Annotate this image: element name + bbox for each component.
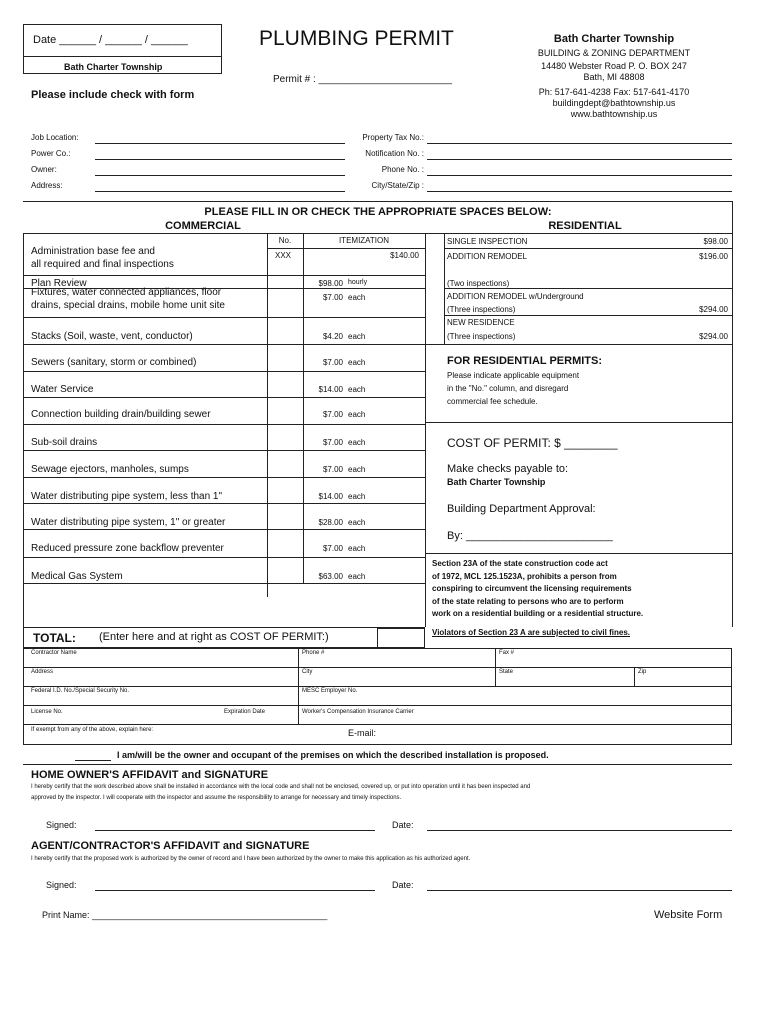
total-bracket [23,627,378,648]
res-underground-price: $294.00 [699,305,728,314]
commercial-item-price: $7.00 [322,293,343,302]
agent-affidavit-text: I hereby certify that the proposed work is authorized by the owner of record and I have been authorized by the owner to make this application as his authorized agent. [31,856,471,862]
fed-id-field[interactable]: Federal I.D. No./Special Security No. [31,688,130,694]
job-location-input[interactable] [95,143,345,144]
res-rule [425,344,732,345]
commercial-row-rule [23,275,425,276]
notification-input[interactable] [427,159,732,160]
contractor-rule [23,705,732,706]
res-new-price: $294.00 [699,332,728,341]
total-note: (Enter here and at right as COST OF PERMIT:) [99,631,329,643]
commercial-heading: COMMERCIAL [165,220,241,232]
approval-by-field[interactable]: By: ________________________ [447,530,613,542]
commercial-item-price: $28.00 [318,518,343,527]
grid-line [267,248,425,249]
res-single-inspection[interactable]: SINGLE INSPECTION [447,237,528,246]
org-city: Bath, MI 48808 [583,72,645,82]
job-location-label: Job Location: [31,133,79,142]
section-line-4: of the state relating to persons who are to perform [432,596,624,606]
commercial-item-line: Plan Review [31,278,87,289]
commercial-item-unit: each [348,465,366,474]
res-addition-price: $196.00 [699,252,728,261]
address-input[interactable] [95,191,345,192]
res-new-residence[interactable]: NEW RESIDENCE [447,318,515,327]
commercial-item-unit: each [348,385,366,394]
date-field[interactable]: Date ______ / ______ / ______ [33,34,188,46]
home-signed-label: Signed: [46,820,77,830]
commercial-row-rule [23,477,425,478]
commercial-item-unit: each [348,572,366,581]
contractor-rule [23,724,732,725]
exempt-field[interactable]: If exempt from any of the above, explain here: [31,727,154,733]
commercial-item-line: Sewers (sanitary, storm or combined) [31,357,197,368]
total-input[interactable] [377,628,425,648]
violators-note: Violators of Section 23 A are subjected to civil fines. [432,628,630,637]
commercial-item-description [31,330,193,343]
fill-in-instruction: PLEASE FILL IN OR CHECK THE APPROPRIATE SPACES BELOW: [204,206,552,218]
commercial-item-price: $7.00 [322,438,343,447]
commercial-item-description [31,490,222,503]
commercial-item-line: Reduced pressure zone backflow preventer [31,543,224,554]
agent-signed-label: Signed: [46,880,77,890]
include-check-note: Please include check with form [31,89,195,101]
commercial-item-line: Sub-soil drains [31,437,98,448]
org-address: 14480 Webster Road P. O. BOX 247 [541,61,687,71]
phone-input[interactable] [427,175,732,176]
heading-rule [23,233,733,234]
home-date-label: Date: [392,820,414,830]
notification-label: Notification No. : [365,149,424,158]
commercial-item-line: drains, special drains, mobile home unit site [31,300,225,311]
city-state-zip-label: City/State/Zip : [371,181,424,190]
contractor-state-field[interactable]: State [499,669,514,675]
commercial-item-price: $4.20 [322,332,343,341]
contractor-rule [23,667,732,668]
org-email: buildingdept@bathtownship.us [552,98,676,108]
commercial-row-rule [23,529,425,530]
property-tax-input[interactable] [427,143,732,144]
make-checks-label: Make checks payable to: [447,463,569,475]
license-field[interactable]: License No. [31,709,63,715]
power-co-label: Power Co.: [31,149,71,158]
contractor-vline [495,648,496,686]
email-field[interactable]: E-mail: [348,728,377,738]
home-owner-affidavit-title: HOME OWNER'S AFFIDAVIT and SIGNATURE [31,769,269,781]
commercial-item-description [31,356,196,369]
commercial-row-rule [23,397,425,398]
res-addition-underground[interactable]: ADDITION REMODEL w/Underground [447,292,584,301]
commercial-row-rule [23,344,425,345]
org-phone: Ph: 517-641-4238 Fax: 517-641-4170 [538,87,690,97]
agent-signed-input[interactable] [95,890,375,891]
commercial-item-line: Water Service [31,384,94,395]
agent-affidavit-title: AGENT/CONTRACTOR'S AFFIDAVIT and SIGNATURE [31,840,310,852]
power-co-input[interactable] [95,159,345,160]
commercial-item-unit: each [348,544,366,553]
commercial-item-description [31,436,97,449]
home-owner-affidavit-text-2: approved by the inspector. I will cooperate with the inspector and assume the responsibility to arrange for necessary and timely inspections. [31,795,402,801]
owner-occupant-statement: I am/will be the owner and occupant of the premises on which the described installation is proposed. [117,750,549,760]
print-name-field[interactable]: Print Name: _______________________________________________ [42,910,328,920]
contractor-city-field[interactable]: City [302,669,313,675]
contractor-fax-field[interactable]: Fax # [499,650,515,656]
home-signed-input[interactable] [95,830,375,831]
commercial-item-price: $7.00 [322,410,343,419]
org-dept: BUILDING & ZONING DEPARTMENT [537,48,691,58]
commercial-item-line: Water distributing pipe system, less than 1" [31,491,223,502]
commercial-item-description [31,383,93,396]
commercial-item-description [31,463,189,476]
res-rule [425,422,732,423]
commercial-row-rule [23,317,425,318]
commercial-item-price: $140.00 [390,251,419,260]
date-box-divider [23,56,222,57]
phone-label: Phone No. : [381,165,424,174]
commercial-item-line: Connection building drain/building sewer [31,409,211,420]
commercial-item-line: Sewage ejectors, manholes, sumps [31,464,189,475]
owner-input[interactable] [95,175,345,176]
commercial-item-price: $7.00 [322,544,343,553]
website-form-label: Website Form [654,909,723,921]
commercial-item-price: $7.00 [322,465,343,474]
commercial-item-description [31,542,224,555]
contractor-phone-field[interactable]: Phone # [302,650,325,656]
fee-top-rule [23,201,733,202]
grid-line [23,233,24,627]
org-name: Bath Charter Township [553,33,675,45]
page-title: PLUMBING PERMIT [259,27,454,50]
res-rule [444,288,732,289]
for-residential-heading: FOR RESIDENTIAL PERMITS: [447,355,603,367]
contractor-vline [298,648,299,724]
commercial-row-rule [23,557,425,558]
section-line-3: conspiring to circumvent the licensing requirements [432,584,632,593]
commercial-item-price: $14.00 [318,492,343,501]
total-label: TOTAL: [33,631,76,645]
contractor-address-field[interactable]: Address [31,669,54,675]
commercial-item-line: Fixtures, water connected appliances, floor [31,287,222,298]
contractor-rule [23,686,732,687]
address-label: Address: [31,181,63,190]
commercial-item-description [31,408,211,421]
res-addition-remodel[interactable]: ADDITION REMODEL [447,252,528,261]
affidavit-rule [23,764,732,765]
payable-to: Bath Charter Township [447,477,546,487]
contractor-vline [634,667,635,686]
org-web: www.bathtownship.us [570,109,658,119]
section-line-1: Section 23A of the state construction code act [432,559,608,568]
workers-comp-field[interactable]: Worker's Compensation Insurance Carrier [302,709,414,715]
commercial-item-unit: each [348,293,366,302]
commercial-row-rule [23,371,425,372]
commercial-item-unit: each [348,492,366,501]
agent-date-label: Date: [392,880,414,890]
commercial-item-unit: each [348,358,366,367]
commercial-item-description [31,286,225,312]
commercial-item-line: all required and final inspections [31,259,174,270]
res-three-inspections-1: (Three inspections) [447,305,516,314]
commercial-row-rule [23,503,425,504]
org-block [514,33,714,119]
owner-occupant-checkbox[interactable] [75,760,111,761]
res-two-inspections: (Two inspections) [447,279,510,288]
contractor-name-field[interactable]: Contractor Name [31,650,77,656]
commercial-item-unit: each [348,518,366,527]
cost-of-permit[interactable]: COST OF PERMIT: $ ________ [447,436,618,450]
commercial-item-unit: each [348,438,366,447]
contractor-zip-field[interactable]: Zip [638,669,647,675]
section-23a-text [432,558,643,621]
res-note-1: Please indicate applicable equipment [447,371,580,380]
city-state-zip-input[interactable] [427,191,732,192]
commercial-item-no[interactable]: XXX [275,251,292,260]
expiration-field[interactable]: Expiration Date [224,709,266,715]
col-itemization-header: ITEMIZATION [338,236,390,245]
agent-date-input[interactable] [427,890,732,891]
commercial-item-description [31,245,174,271]
res-rule [444,248,732,249]
commercial-item-unit: each [348,332,366,341]
property-tax-label: Property Tax No.: [362,133,424,142]
commercial-row-rule [23,583,425,584]
commercial-item-price: $14.00 [318,385,343,394]
res-note-2: in the "No." column, and disregard [447,384,569,393]
commercial-item-description [31,516,225,529]
commercial-item-price: $98.00 [318,279,343,288]
commercial-item-price: $63.00 [318,572,343,581]
res-rule [444,315,732,316]
residential-heading: RESIDENTIAL [548,220,622,232]
commercial-row-rule [23,424,425,425]
commercial-item-line: Medical Gas System [31,571,123,582]
commercial-item-line: Water distributing pipe system, 1" or greater [31,517,226,528]
res-rule [425,553,732,554]
grid-line [732,201,733,627]
section-line-2: of 1972, MCL 125.1523A, prohibits a person from [432,571,617,581]
home-owner-affidavit-text-1: I hereby certify that the work described above shall be installed in accordance with the local code and shall not be enclosed, covered up, or put into operation until it has been inspected and [31,784,531,790]
commercial-item-line: Administration base fee and [31,246,155,257]
commercial-item-line: Stacks (Soil, waste, vent, conductor) [31,331,193,342]
col-no-header: No. [278,236,292,245]
township-box-label: Bath Charter Township [64,62,163,72]
commercial-item-description [31,570,123,583]
res-single-price: $98.00 [703,237,728,246]
home-date-input[interactable] [427,830,732,831]
owner-label: Owner: [31,165,57,174]
commercial-item-unit: hourly [348,279,368,286]
grid-line [444,233,445,345]
approval-label: Building Department Approval: [447,503,596,515]
res-three-inspections-2: (Three inspections) [447,332,516,341]
section-line-5: work on a residential building or a residential structure. [432,609,644,618]
commercial-item-price: $7.00 [322,358,343,367]
res-note-3: commercial fee schedule. [447,397,538,406]
commercial-item-unit: each [348,410,366,419]
mesc-field[interactable]: MESC Employer No. [302,688,358,694]
commercial-row-rule [23,450,425,451]
permit-number-field[interactable]: Permit # : ________________________ [273,74,453,85]
grid-line [425,233,426,627]
